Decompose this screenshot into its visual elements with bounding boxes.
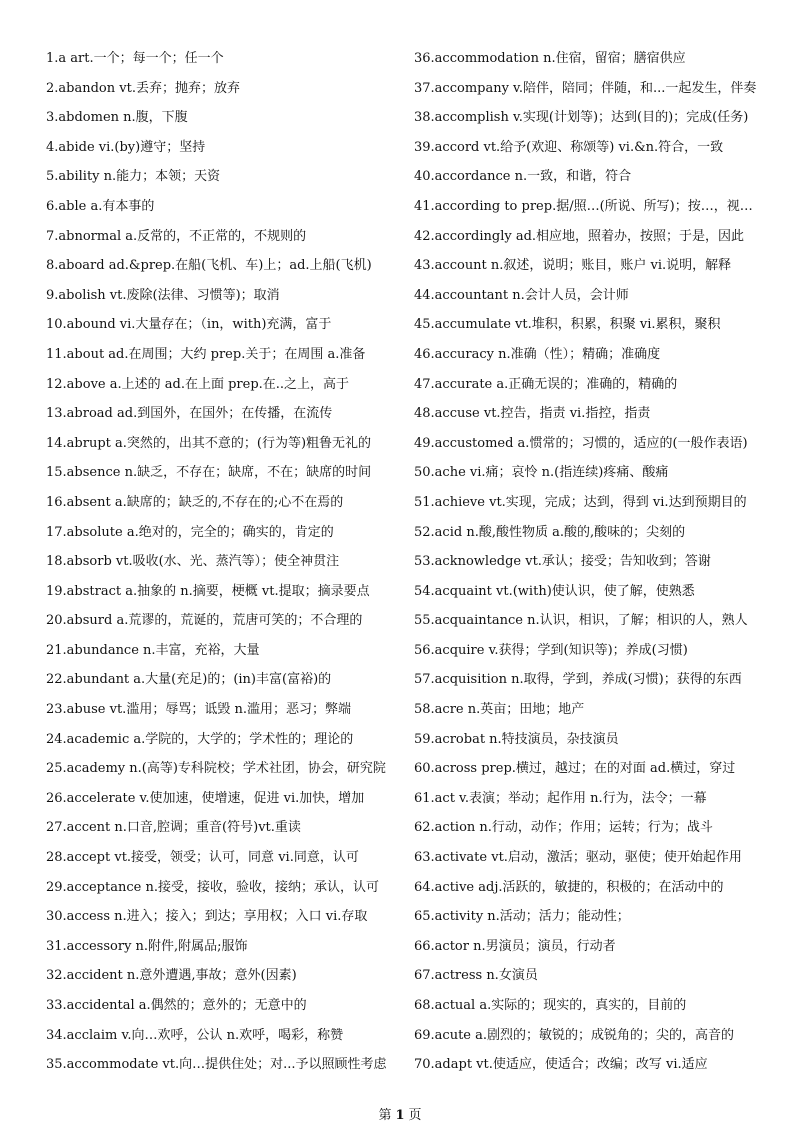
vocab-entry: 5.ability n.能力；本领；天资 [46, 169, 221, 185]
vocab-entry: 4.abide vi.(by)遵守；坚持 [46, 139, 206, 155]
vocab-entry: 68.actual a.实际的；现实的，真实的，目前的 [414, 998, 687, 1013]
footer-prefix: 第 [378, 1108, 392, 1123]
left-word-column [46, 44, 398, 1080]
vocab-entry: 12.above a.上述的 ad.在上面 prep.在..之上，高于 [46, 376, 350, 392]
vocab-entry: 56.acquire v.获得；学到(知识等)；养成(习惯) [414, 642, 688, 658]
vocab-entry: 17.absolute a.绝对的，完全的；确实的，肯定的 [46, 524, 334, 540]
vocab-entry: 32.accident n.意外遭遇,事故；意外(因素) [46, 968, 297, 984]
vocab-entry: 30.access n.进入；接入；到达；享用权；入口 vi.存取 [46, 909, 368, 925]
vocab-entry: 64.active adj.活跃的，敏捷的，积极的；在活动中的 [414, 879, 724, 895]
vocab-entry: 50.ache vi.痛；哀怜 n.(指连续)疼痛、酸痛 [414, 465, 669, 481]
vocab-entry: 25.academy n.(高等)专科院校；学术社团，协会，研究院 [46, 761, 386, 777]
vocab-entry: 34.acclaim v.向…欢呼，公认 n.欢呼，喝彩，称赞 [46, 1027, 344, 1043]
vocab-entry: 9.abolish vt.废除(法律、习惯等)；取消 [46, 287, 280, 303]
vocab-entry: 62.action n.行动，动作；作用；运转；行为；战斗 [414, 820, 713, 836]
vocab-entry: 58.acre n.英亩；田地；地产 [414, 702, 585, 718]
vocab-entry: 11.about ad.在周围；大约 prep.关于；在周围 a.准备 [46, 346, 366, 362]
vocab-entry: 61.act v.表演；举动；起作用 n.行为，法令；一幕 [414, 790, 707, 806]
footer-suffix: 页 [408, 1108, 422, 1123]
vocab-entry: 19.abstract a.抽象的 n.摘要，梗概 vt.提取；摘录要点 [46, 583, 370, 599]
vocab-entry: 39.accord vt.给予(欢迎、称颂等) vi.&n.符合，一致 [414, 139, 724, 155]
vocab-entry: 51.achieve vt.实现，完成；达到，得到 vi.达到预期目的 [414, 494, 747, 510]
vocab-entry: 35.accommodate vt.向…提供住处；对...予以照顾性考虑 [46, 1057, 387, 1073]
page-number: 1 [395, 1108, 405, 1123]
vocab-entry: 59.acrobat n.特技演员，杂技演员 [414, 731, 619, 747]
vocab-entry: 42.accordingly ad.相应地，照着办，按照；于是，因此 [414, 228, 745, 244]
vocab-entry: 67.actress n.女演员 [414, 968, 538, 984]
vocab-entry: 44.accountant n.会计人员，会计师 [414, 287, 629, 303]
vocab-entry: 63.activate vt.启动，激活；驱动，驱使；使开始起作用 [414, 850, 742, 866]
vocab-entry: 45.accumulate vt.堆积，积累，积聚 vi.累积，聚积 [414, 317, 721, 333]
vocab-entry: 15.absence n.缺乏，不存在；缺席，不在；缺席的时间 [46, 465, 372, 481]
vocab-entry: 2.abandon vt.丢弃；抛弃；放弃 [46, 80, 240, 96]
vocab-entry: 40.accordance n.一致，和谐，符合 [414, 169, 632, 185]
vocab-entry: 18.absorb vt.吸收(水、光、蒸汽等）；使全神贯注 [46, 554, 340, 570]
vocab-entry: 53.acknowledge vt.承认；接受；告知收到；答谢 [414, 554, 711, 570]
vocab-entry: 57.acquisition n.取得，学到，养成(习惯)；获得的东西 [414, 672, 742, 688]
vocab-entry: 10.abound vi.大量存在；（in，with)充满，富于 [46, 317, 332, 333]
vocab-entry: 16.absent a.缺席的；缺乏的,不存在的;心不在焉的 [46, 494, 344, 510]
vocab-entry: 60.across prep.横过，越过；在的对面 ad.横过，穿过 [414, 761, 736, 777]
vocab-entry: 49.accustomed a.惯常的；习惯的，适应的(一般作表语) [414, 435, 748, 451]
vocab-entry: 41.according to prep.据/照…(所说、所写)；按…，视… [414, 198, 753, 214]
vocab-entry: 29.acceptance n.接受，接收，验收，接纳；承认，认可 [46, 879, 379, 895]
vocab-entry: 28.accept vt.接受，领受；认可，同意 vi.同意，认可 [46, 850, 359, 866]
vocab-entry: 1.a art.一个；每一个；任一个 [46, 51, 224, 66]
vocab-entry: 38.accomplish v.实现(计划等)；达到(目的)；完成(任务) [414, 110, 749, 126]
right-word-column [414, 44, 774, 1080]
vocab-entry: 13.abroad ad.到国外，在国外；在传播，在流传 [46, 406, 333, 422]
vocab-entry: 3.abdomen n.腹，下腹 [46, 110, 188, 126]
vocab-entry: 14.abrupt a.突然的，出其不意的；(行为等)粗鲁无礼的 [46, 435, 372, 451]
vocab-entry: 55.acquaintance n.认识，相识，了解；相识的人，熟人 [414, 613, 748, 629]
vocab-entry: 69.acute a.剧烈的；敏锐的；成锐角的；尖的，高音的 [414, 1027, 735, 1043]
vocab-entry: 24.academic a.学院的，大学的；学术性的；理论的 [46, 731, 354, 747]
vocab-entry: 31.accessory n.附件,附属品;服饰 [46, 938, 248, 954]
vocab-entry: 70.adapt vt.使适应，使适合；改编；改写 vi.适应 [414, 1057, 708, 1073]
vocab-entry: 36.accommodation n.住宿，留宿；膳宿供应 [414, 51, 686, 66]
vocab-entry: 37.accompany v.陪伴，陪同；伴随，和...一起发生，伴奏 [414, 80, 757, 96]
vocab-entry: 26.accelerate v.使加速，使增速，促进 vi.加快，增加 [46, 790, 365, 806]
page-footer [0, 1104, 800, 1123]
vocab-entry: 33.accidental a.偶然的；意外的；无意中的 [46, 998, 307, 1013]
vocab-entry: 8.aboard ad.&prep.在船(飞机、车)上；ad.上船(飞机) [46, 258, 372, 274]
vocab-entry: 48.accuse vt.控告，指责 vi.指控，指责 [414, 406, 651, 422]
vocab-entry: 43.account n.叙述，说明；账目，账户 vi.说明，解释 [414, 258, 732, 274]
vocab-entry: 47.accurate a.正确无误的；准确的，精确的 [414, 376, 678, 392]
vocab-entry: 22.abundant a.大量(充足)的；(in)丰富(富裕)的 [46, 672, 332, 688]
vocab-entry: 54.acquaint vt.(with)使认识，使了解，使熟悉 [414, 583, 695, 599]
vocab-entry: 20.absurd a.荒谬的，荒诞的，荒唐可笑的；不合理的 [46, 613, 363, 629]
vocab-entry: 7.abnormal a.反常的，不正常的，不规则的 [46, 228, 307, 244]
vocab-entry: 52.acid n.酸,酸性物质 a.酸的,酸味的；尖刻的 [414, 524, 686, 540]
vocab-entry: 6.able a.有本事的 [46, 198, 155, 214]
vocab-entry: 21.abundance n.丰富，充裕，大量 [46, 642, 260, 658]
vocab-entry: 65.activity n.活动；活力；能动性； [414, 909, 630, 925]
vocab-entry: 27.accent n.口音,腔调；重音(符号)vt.重读 [46, 820, 301, 836]
vocab-entry: 66.actor n.男演员；演员，行动者 [414, 938, 616, 954]
vocab-entry: 46.accuracy n.准确（性）；精确；准确度 [414, 346, 661, 362]
vocab-entry: 23.abuse vt.滥用；辱骂；诋毁 n.滥用；恶习；弊端 [46, 702, 351, 718]
